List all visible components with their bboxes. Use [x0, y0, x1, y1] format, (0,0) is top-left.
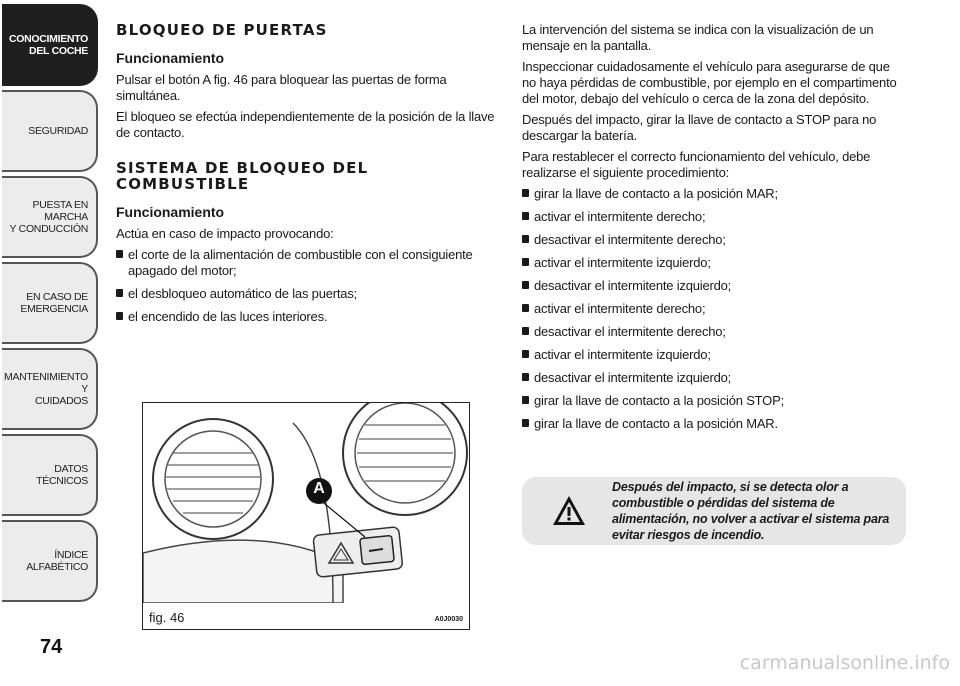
- list-item: desactivar el intermitente derecho;: [522, 232, 906, 248]
- tab-seguridad[interactable]: [2, 90, 98, 172]
- figure-code: A0J0030: [434, 616, 463, 623]
- tab-datos-tecnicos[interactable]: [2, 434, 98, 516]
- tab-label: EN CASO DE EMERGENCIA: [20, 291, 88, 315]
- section-title-bloqueo-combustible: SISTEMA DE BLOQUEO DEL COMBUSTIBLE: [116, 159, 369, 193]
- figure-46: [142, 402, 470, 630]
- tab-label: ÍNDICE ALFABÉTICO: [26, 549, 88, 573]
- paragraph: La intervención del sistema se indica con la visualización de un mensaje en la pantalla.: [522, 22, 874, 53]
- list-item: activar el intermitente izquierdo;: [522, 255, 906, 271]
- paragraph: Para restablecer el correcto funcionamiento del vehículo, debe realizarse el siguiente procedimiento:: [522, 149, 871, 180]
- left-text-column: [116, 22, 504, 332]
- tab-conocimiento-del-coche[interactable]: [2, 4, 98, 86]
- paragraph: El bloqueo se efectúa independientemente de la posición de la llave de contacto.: [116, 109, 495, 140]
- tab-puesta-en-marcha[interactable]: [2, 176, 98, 258]
- warning-triangle-icon: [552, 494, 586, 528]
- watermark: carmanualsonline.info: [739, 652, 950, 674]
- list-item: activar el intermitente derecho;: [522, 209, 906, 225]
- paragraph: Actúa en caso de impacto provocando:: [116, 226, 334, 241]
- chapter-tabs: [0, 0, 100, 686]
- list-item: desactivar el intermitente izquierdo;: [522, 370, 906, 386]
- warning-text: Después del impacto, si se detecta olor a combustible o pérdidas del sistema de alimentación, no volver a activar el sistema para evitar riesgos de incendio.: [612, 480, 890, 542]
- list-item: el encendido de las luces interiores.: [116, 309, 504, 325]
- tab-label: SEGURIDAD: [28, 125, 88, 137]
- list-item: el corte de la alimentación de combustible con el consiguiente apagado del motor;: [116, 247, 504, 279]
- paragraph: Después del impacto, girar la llave de contacto a STOP para no descargar la batería.: [522, 112, 877, 143]
- list-item: activar el intermitente izquierdo;: [522, 347, 906, 363]
- tab-label: PUESTA EN MARCHA Y CONDUCCIÓN: [9, 199, 88, 235]
- tab-indice-alfabetico[interactable]: [2, 520, 98, 602]
- tab-mantenimiento[interactable]: [2, 348, 98, 430]
- list-item: desactivar el intermitente derecho;: [522, 324, 906, 340]
- section-title-bloqueo-puertas: BLOQUEO DE PUERTAS: [116, 21, 328, 39]
- tab-label: CONOCIMIENTO DEL COCHE: [8, 33, 88, 57]
- section-subtitle: Funcionamiento: [116, 50, 225, 66]
- list-item: desactivar el intermitente izquierdo;: [522, 278, 906, 294]
- list-item: el desbloqueo automático de las puertas;: [116, 286, 504, 302]
- warning-box: [522, 477, 906, 545]
- right-text-column: [522, 22, 906, 439]
- tab-label: MANTENIMIENTO Y CUIDADOS: [4, 371, 88, 407]
- tab-en-caso-de-emergencia[interactable]: [2, 262, 98, 344]
- list-item: activar el intermitente derecho;: [522, 301, 906, 317]
- bullet-list: [116, 247, 504, 325]
- door-lock-illustration: [143, 403, 469, 603]
- figure-caption: fig. 46: [149, 610, 185, 625]
- list-item: girar la llave de contacto a la posición MAR;: [522, 186, 906, 202]
- section-subtitle: Funcionamiento: [116, 204, 225, 220]
- callout-label-a: A: [313, 480, 325, 497]
- paragraph: Inspeccionar cuidadosamente el vehículo para asegurarse de que no haya pérdidas de combustible, por ejemplo en el compartimento del motor, debajo del vehículo o cerca de la zona del depósito.: [522, 59, 897, 106]
- paragraph: Pulsar el botón A fig. 46 para bloquear las puertas de forma simultánea.: [116, 72, 447, 103]
- page-number: 74: [40, 636, 63, 658]
- list-item: girar la llave de contacto a la posición STOP;: [522, 393, 906, 409]
- list-item: girar la llave de contacto a la posición MAR.: [522, 416, 906, 432]
- procedure-list: [522, 186, 906, 432]
- tab-label: DATOS TÉCNICOS: [36, 463, 88, 487]
